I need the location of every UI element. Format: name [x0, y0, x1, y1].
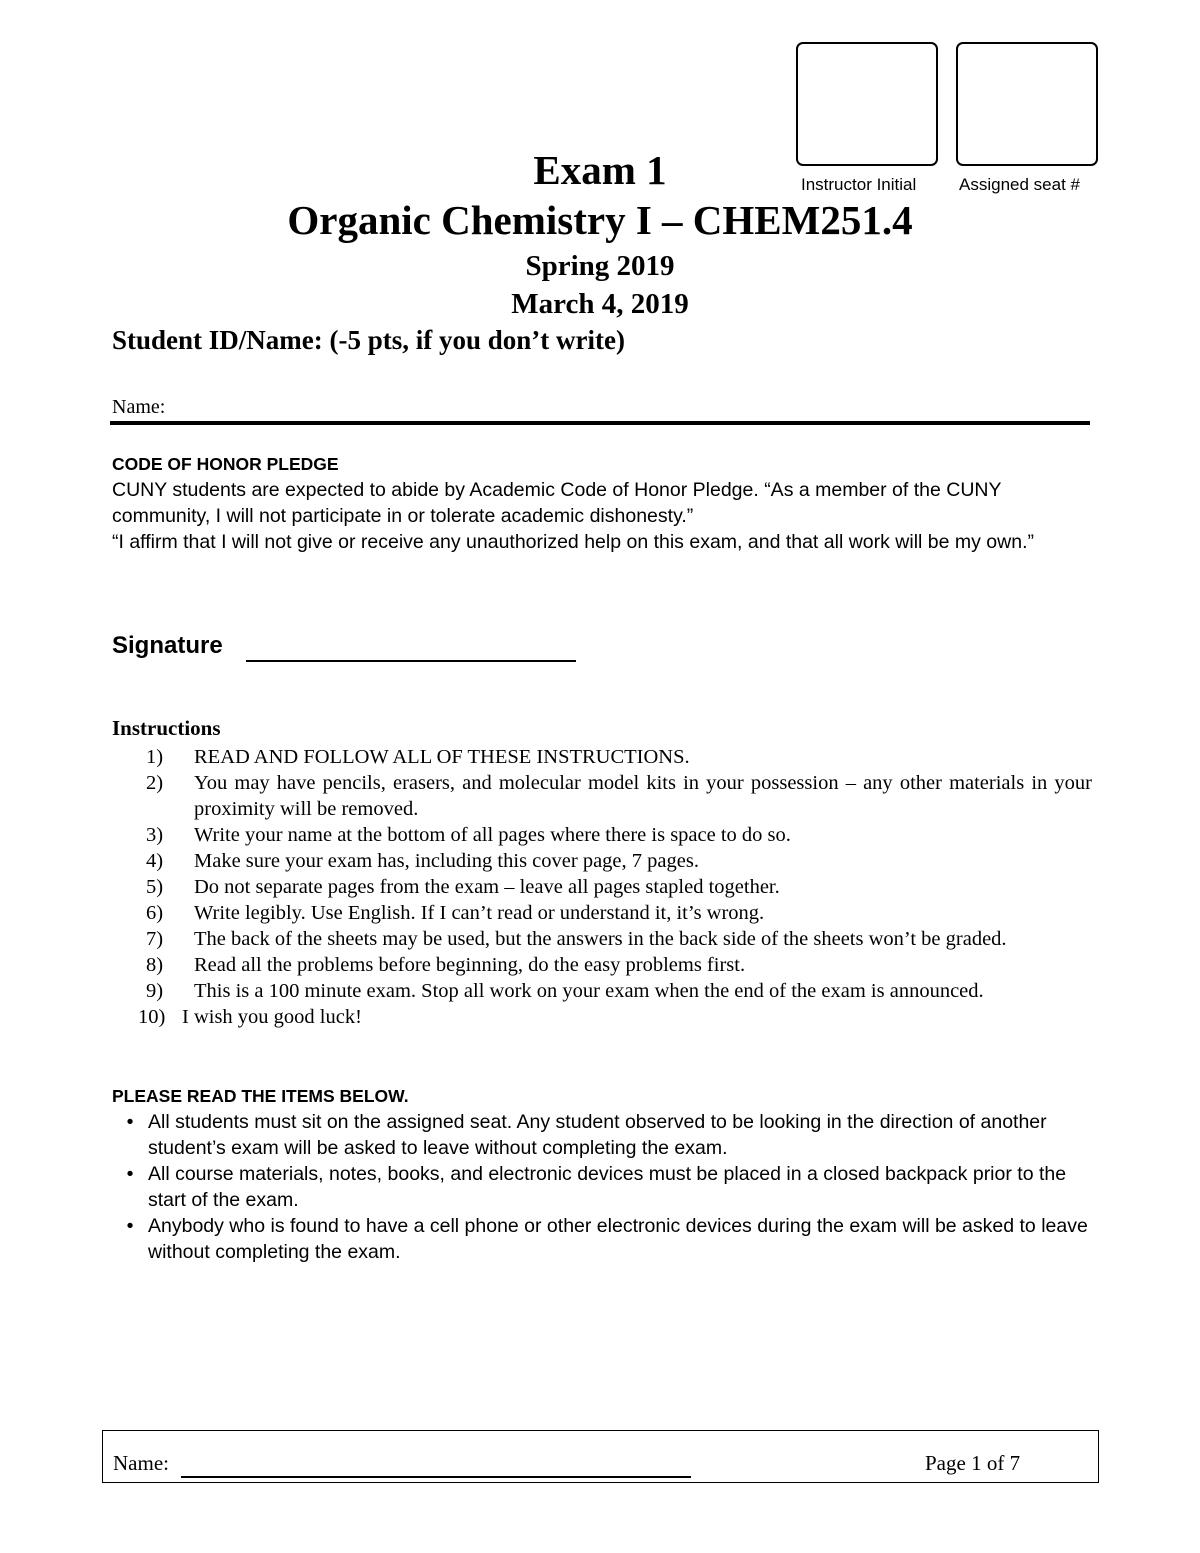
- instructions-list: [112, 744, 1092, 1030]
- item-number: 3): [146, 824, 164, 846]
- list-item: [112, 926, 1092, 952]
- name-line[interactable]: [110, 421, 1090, 425]
- bullet-icon: •: [126, 1163, 134, 1185]
- bullet-icon: •: [126, 1111, 134, 1133]
- list-item: [112, 848, 1092, 874]
- item-text: The back of the sheets may be used, but the answers in the back side of the sheets won’t be graded.: [194, 928, 1007, 950]
- honor-pledge: [112, 451, 1102, 555]
- pledge-affirmation: “I affirm that I will not give or receive any unauthorized help on this exam, and that all work will be my own.”: [112, 531, 1034, 553]
- notice-section: [112, 1083, 1092, 1265]
- item-text: Make sure your exam has, including this cover page, 7 pages.: [194, 850, 699, 872]
- list-item: [112, 1161, 1092, 1213]
- list-item: [112, 900, 1092, 926]
- list-item: [112, 744, 1092, 770]
- notice-list: [112, 1109, 1092, 1265]
- page-footer: [102, 1430, 1099, 1483]
- item-number: 8): [146, 954, 164, 976]
- item-text: Do not separate pages from the exam – leave all pages stapled together.: [194, 876, 780, 898]
- item-text: You may have pencils, erasers, and molecular model kits in your possession – any other materials in your proximity will be removed.: [194, 772, 1092, 820]
- item-number: 1): [146, 746, 164, 768]
- list-item: [112, 770, 1092, 822]
- assigned-seat-label: Assigned seat #: [959, 175, 1080, 194]
- bullet-text: All course materials, notes, books, and electronic devices must be placed in a closed backpack prior to the start of the exam.: [148, 1163, 1067, 1211]
- bullet-icon: •: [126, 1215, 134, 1237]
- item-text: This is a 100 minute exam. Stop all work on your exam when the end of the exam is announced.: [194, 980, 984, 1002]
- list-item: [112, 1213, 1092, 1265]
- item-number: 6): [146, 902, 164, 924]
- footer-name-line[interactable]: [181, 1476, 691, 1478]
- course-title: Organic Chemistry I – CHEM251.4: [287, 197, 913, 243]
- item-number: 5): [146, 876, 164, 898]
- item-text: Write your name at the bottom of all pages where there is space to do so.: [194, 824, 791, 846]
- term: Spring 2019: [525, 250, 675, 282]
- item-number: 7): [146, 928, 164, 950]
- item-number: 10): [138, 1006, 166, 1028]
- item-number: 4): [146, 850, 164, 872]
- pledge-text: CUNY students are expected to abide by Academic Code of Honor Pledge. “As a member of the CUNY community, I will not participate in or tolerate academic dishonesty.”: [112, 479, 1002, 527]
- item-number: 9): [146, 980, 164, 1002]
- signature-label: Signature: [112, 632, 223, 659]
- item-number: 2): [146, 772, 164, 794]
- name-label: Name:: [112, 396, 166, 418]
- list-item: [112, 874, 1092, 900]
- item-text: Write legibly. Use English. If I can’t read or understand it, it’s wrong.: [194, 902, 765, 924]
- bullet-text: Anybody who is found to have a cell phone or other electronic devices during the exam will be asked to leave without completing the exam.: [148, 1215, 1088, 1263]
- instructions-heading: Instructions: [112, 716, 221, 740]
- exam-title: Exam 1: [533, 147, 667, 193]
- item-text: READ AND FOLLOW ALL OF THESE INSTRUCTIONS.: [194, 746, 690, 768]
- instructor-initial-label: Instructor Initial: [801, 175, 917, 194]
- list-item: [112, 1109, 1092, 1161]
- list-item: [112, 822, 1092, 848]
- list-item: [112, 952, 1092, 978]
- pledge-heading: CODE OF HONOR PLEDGE: [112, 454, 339, 474]
- student-id-prompt: Student ID/Name: (-5 pts, if you don’t write): [112, 325, 625, 355]
- bullet-text: All students must sit on the assigned seat. Any student observed to be looking in the direction of another student’s exam will be asked to leave without completing the exam.: [148, 1111, 1047, 1159]
- exam-date: March 4, 2019: [511, 288, 689, 320]
- list-item: [112, 1004, 1092, 1030]
- list-item: [112, 978, 1092, 1004]
- item-text: I wish you good luck!: [182, 1006, 362, 1028]
- item-text: Read all the problems before beginning, do the easy problems first.: [194, 954, 746, 976]
- signature-line[interactable]: [246, 660, 576, 662]
- page-number: Page 1 of 7: [925, 1451, 1021, 1475]
- notice-heading: PLEASE READ THE ITEMS BELOW.: [112, 1086, 409, 1106]
- footer-name-label: Name:: [113, 1451, 169, 1475]
